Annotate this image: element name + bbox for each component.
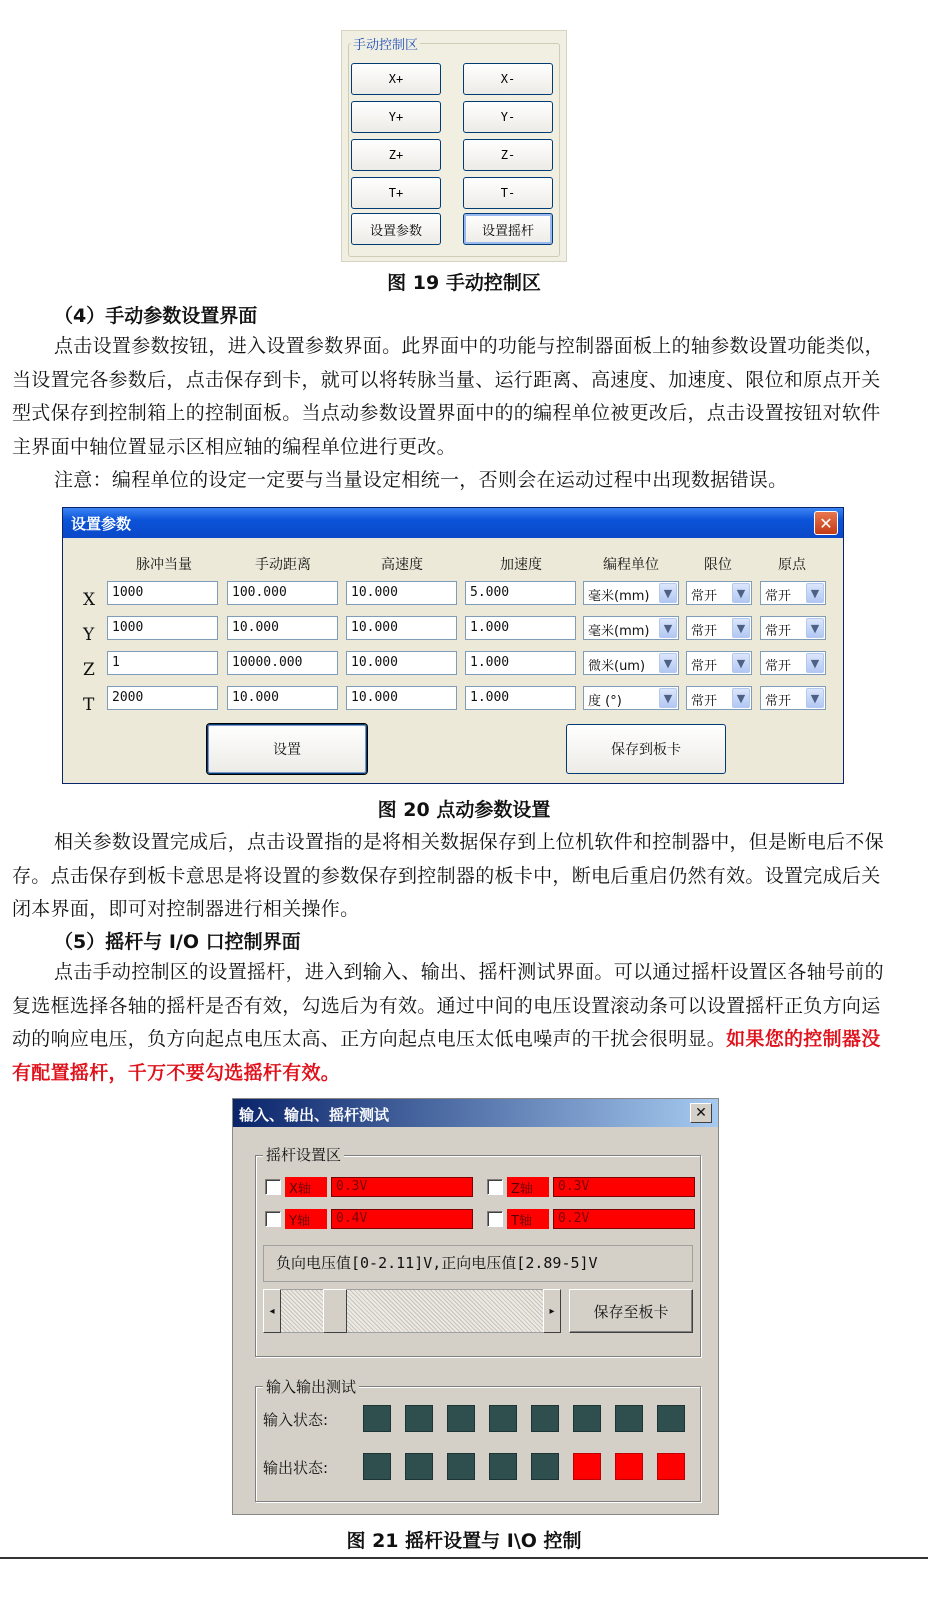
x-plus-button[interactable]: X+: [351, 63, 441, 95]
unit-select-y[interactable]: [583, 616, 679, 640]
voltage-range-text: 负向电压值[0-2.11]V,正向电压值[2.89-5]V: [276, 1254, 598, 1272]
chevron-down-icon: ▼: [732, 653, 750, 673]
chevron-down-icon: ▼: [659, 583, 677, 603]
output-status-label: 输出状态:: [263, 1459, 329, 1477]
set-params-button[interactable]: 设置参数: [351, 213, 441, 245]
voltage-scrollbar[interactable]: [263, 1289, 561, 1333]
limit-select-y[interactable]: [686, 616, 752, 640]
close-icon[interactable]: ✕: [814, 511, 838, 535]
section-4-paragraph: 点击设置参数按钮，进入设置参数界面。此界面中的功能与控制器面板上的轴参数设置功能类似，当设置完各参数后，点击保存到卡，就可以将转脉当量、运行距离、高速度、加速度、限位和原点开关型式保存到控制箱上的控制面板。当点动参数设置界面中的的编程单位被更改后，点击设置按钮对软件主界面中轴位置显示区相应轴的编程单位进行更改。: [12, 335, 884, 458]
t-axis-label: T轴: [507, 1209, 549, 1229]
column-header-origin: 原点: [778, 557, 806, 573]
distance-input-z[interactable]: 10000.000: [227, 651, 338, 675]
x-axis-label: X轴: [285, 1177, 327, 1197]
t-minus-button[interactable]: T-: [463, 177, 553, 209]
figure-21-caption: 图 21 摇杆设置与 I\O 控制: [346, 1530, 582, 1552]
input-indicator-5: [531, 1405, 559, 1432]
chevron-down-icon: ▼: [659, 653, 677, 673]
origin-value-z: 常开: [765, 659, 792, 674]
unit-value-y: 毫米(mm): [588, 624, 650, 639]
column-header-speed: 高速度: [381, 557, 423, 573]
distance-input-x[interactable]: 100.000: [227, 581, 338, 605]
speed-input-x[interactable]: 10.000: [346, 581, 457, 605]
speed-input-y[interactable]: 10.000: [346, 616, 457, 640]
pulse-input-x[interactable]: 1000: [107, 581, 218, 605]
pulse-input-t[interactable]: 2000: [107, 686, 218, 710]
distance-input-y[interactable]: 10.000: [227, 616, 338, 640]
limit-select-x[interactable]: [686, 581, 752, 605]
section-5-heading: （5）摇杆与 I/O 口控制界面: [54, 931, 301, 953]
section-4-heading: （4）手动参数设置界面: [54, 305, 258, 327]
axis-label-y: Y: [83, 625, 95, 645]
chevron-down-icon: ▼: [659, 618, 677, 638]
save-explanation-paragraph: 相关参数设置完成后，点击设置指的是将相关数据保存到上位机软件和控制器中，但是断电后不保存。点击保存到板卡意思是将设置的参数保存到控制器的板卡中，断电后重启仍然有效。设置完成后关闭本界面，即可对控制器进行相关操作。: [12, 831, 884, 920]
origin-select-x[interactable]: [760, 581, 826, 605]
io-joystick-dialog: [232, 1098, 719, 1515]
x-axis-voltage: 0.3V: [331, 1177, 473, 1197]
output-indicator-6: [573, 1453, 601, 1480]
chevron-down-icon: ▼: [806, 583, 824, 603]
scroll-right-arrow-icon[interactable]: ▸: [543, 1289, 561, 1333]
set-button[interactable]: 设置: [207, 724, 367, 774]
y-plus-button[interactable]: Y+: [351, 101, 441, 133]
scrollbar-thumb[interactable]: [323, 1289, 347, 1333]
column-header-distance: 手动距离: [255, 557, 311, 573]
settings-dialog-title: 设置参数: [71, 515, 132, 533]
input-indicator-6: [573, 1405, 601, 1432]
column-header-pulse: 脉冲当量: [136, 557, 192, 573]
figure-20-caption: 图 20 点动参数设置: [377, 799, 551, 821]
input-indicator-2: [405, 1405, 433, 1432]
output-indicator-1: [363, 1453, 391, 1480]
output-indicator-3: [447, 1453, 475, 1480]
x-minus-button[interactable]: X-: [463, 63, 553, 95]
page-bottom-rule: [0, 1557, 928, 1559]
settings-dialog: [62, 507, 844, 784]
manual-control-panel: [341, 30, 567, 262]
z-axis-label: Z轴: [507, 1177, 549, 1197]
section-5-paragraph: [12, 956, 894, 1090]
pulse-input-y[interactable]: 1000: [107, 616, 218, 640]
origin-select-t[interactable]: [760, 686, 826, 710]
y-axis-label: Y轴: [285, 1209, 327, 1229]
chevron-down-icon: ▼: [806, 688, 824, 708]
io-dialog-titlebar[interactable]: [233, 1099, 718, 1127]
input-indicator-8: [657, 1405, 685, 1432]
column-header-unit: 编程单位: [603, 557, 659, 573]
limit-value-z: 常开: [691, 659, 718, 674]
axis-label-t: T: [83, 695, 95, 715]
column-header-accel: 加速度: [500, 557, 542, 573]
x-axis-checkbox[interactable]: [265, 1179, 281, 1195]
chevron-down-icon: ▼: [732, 618, 750, 638]
input-status-label: 输入状态:: [263, 1411, 329, 1429]
set-joystick-button[interactable]: 设置摇杆: [463, 213, 553, 245]
t-axis-checkbox[interactable]: [487, 1211, 503, 1227]
axis-label-z: Z: [83, 660, 95, 680]
limit-value-y: 常开: [691, 624, 718, 639]
y-axis-voltage: 0.4V: [331, 1209, 473, 1229]
accel-input-t[interactable]: 1.000: [465, 686, 576, 710]
origin-value-t: 常开: [765, 694, 792, 709]
output-indicator-8: [657, 1453, 685, 1480]
z-plus-button[interactable]: Z+: [351, 139, 441, 171]
unit-select-x[interactable]: [583, 581, 679, 605]
unit-value-x: 毫米(mm): [588, 589, 650, 604]
figure-19-caption: 图 19 手动控制区: [387, 272, 541, 294]
limit-select-t[interactable]: [686, 686, 752, 710]
output-indicator-7: [615, 1453, 643, 1480]
accel-input-y[interactable]: 1.000: [465, 616, 576, 640]
origin-value-y: 常开: [765, 624, 792, 639]
output-indicator-4: [489, 1453, 517, 1480]
io-dialog-title: 输入、输出、摇杆测试: [239, 1106, 390, 1124]
t-axis-voltage: 0.2V: [553, 1209, 695, 1229]
limit-select-z[interactable]: [686, 651, 752, 675]
close-icon[interactable]: ✕: [690, 1103, 712, 1123]
z-minus-button[interactable]: Z-: [463, 139, 553, 171]
chevron-down-icon: ▼: [806, 618, 824, 638]
y-minus-button[interactable]: Y-: [463, 101, 553, 133]
t-plus-button[interactable]: T+: [351, 177, 441, 209]
y-axis-checkbox[interactable]: [265, 1211, 281, 1227]
column-header-limit: 限位: [704, 557, 732, 573]
axis-label-x: X: [83, 590, 96, 610]
voltage-range-display: [263, 1245, 693, 1282]
joystick-warning: 如果您的控制器没有配置摇杆，千万不要勾选摇杆有效。: [12, 1028, 881, 1084]
unit-select-z[interactable]: [583, 651, 679, 675]
input-indicator-3: [447, 1405, 475, 1432]
save-to-card-button[interactable]: 保存到板卡: [566, 724, 726, 774]
output-indicator-5: [531, 1453, 559, 1480]
input-indicator-7: [615, 1405, 643, 1432]
chevron-down-icon: ▼: [732, 583, 750, 603]
limit-value-t: 常开: [691, 694, 718, 709]
origin-select-z[interactable]: [760, 651, 826, 675]
settings-dialog-titlebar[interactable]: [63, 508, 843, 538]
save-to-card-button[interactable]: 保存至板卡: [569, 1289, 693, 1333]
unit-value-z: 微米(um): [588, 659, 646, 674]
joystick-group-title: 摇杆设置区: [263, 1144, 344, 1165]
unit-select-t[interactable]: [583, 686, 679, 710]
chevron-down-icon: ▼: [806, 653, 824, 673]
output-indicator-2: [405, 1453, 433, 1480]
io-test-group: [255, 1386, 701, 1502]
chevron-down-icon: ▼: [659, 688, 677, 708]
manual-control-group-title: 手动控制区: [351, 34, 420, 53]
accel-input-x[interactable]: 5.000: [465, 581, 576, 605]
io-test-group-title: 输入输出测试: [263, 1376, 359, 1397]
scroll-left-arrow-icon[interactable]: ◂: [263, 1289, 281, 1333]
accel-input-z[interactable]: 1.000: [465, 651, 576, 675]
chevron-down-icon: ▼: [732, 688, 750, 708]
pulse-input-z[interactable]: 1: [107, 651, 218, 675]
input-indicator-4: [489, 1405, 517, 1432]
origin-select-y[interactable]: [760, 616, 826, 640]
section-5-text: 点击手动控制区的设置摇杆，进入到输入、输出、摇杆测试界面。可以通过摇杆设置区各轴号前的复选框选择各轴的摇杆是否有效，勾选后为有效。通过中间的电压设置滚动条可以设置摇杆正负方向运动的响应电压，负方向起点电压太高、正方向起点电压太低电噪声的干扰会很明显。: [12, 961, 884, 1050]
input-indicator-1: [363, 1405, 391, 1432]
limit-value-x: 常开: [691, 589, 718, 604]
z-axis-checkbox[interactable]: [487, 1179, 503, 1195]
unit-value-t: 度 (°): [588, 694, 622, 709]
z-axis-voltage: 0.3V: [553, 1177, 695, 1197]
note-paragraph: 注意：编程单位的设定一定要与当量设定相统一，否则会在运动过程中出现数据错误。: [54, 469, 788, 491]
distance-input-t[interactable]: 10.000: [227, 686, 338, 710]
speed-input-z[interactable]: 10.000: [346, 651, 457, 675]
origin-value-x: 常开: [765, 589, 792, 604]
speed-input-t[interactable]: 10.000: [346, 686, 457, 710]
